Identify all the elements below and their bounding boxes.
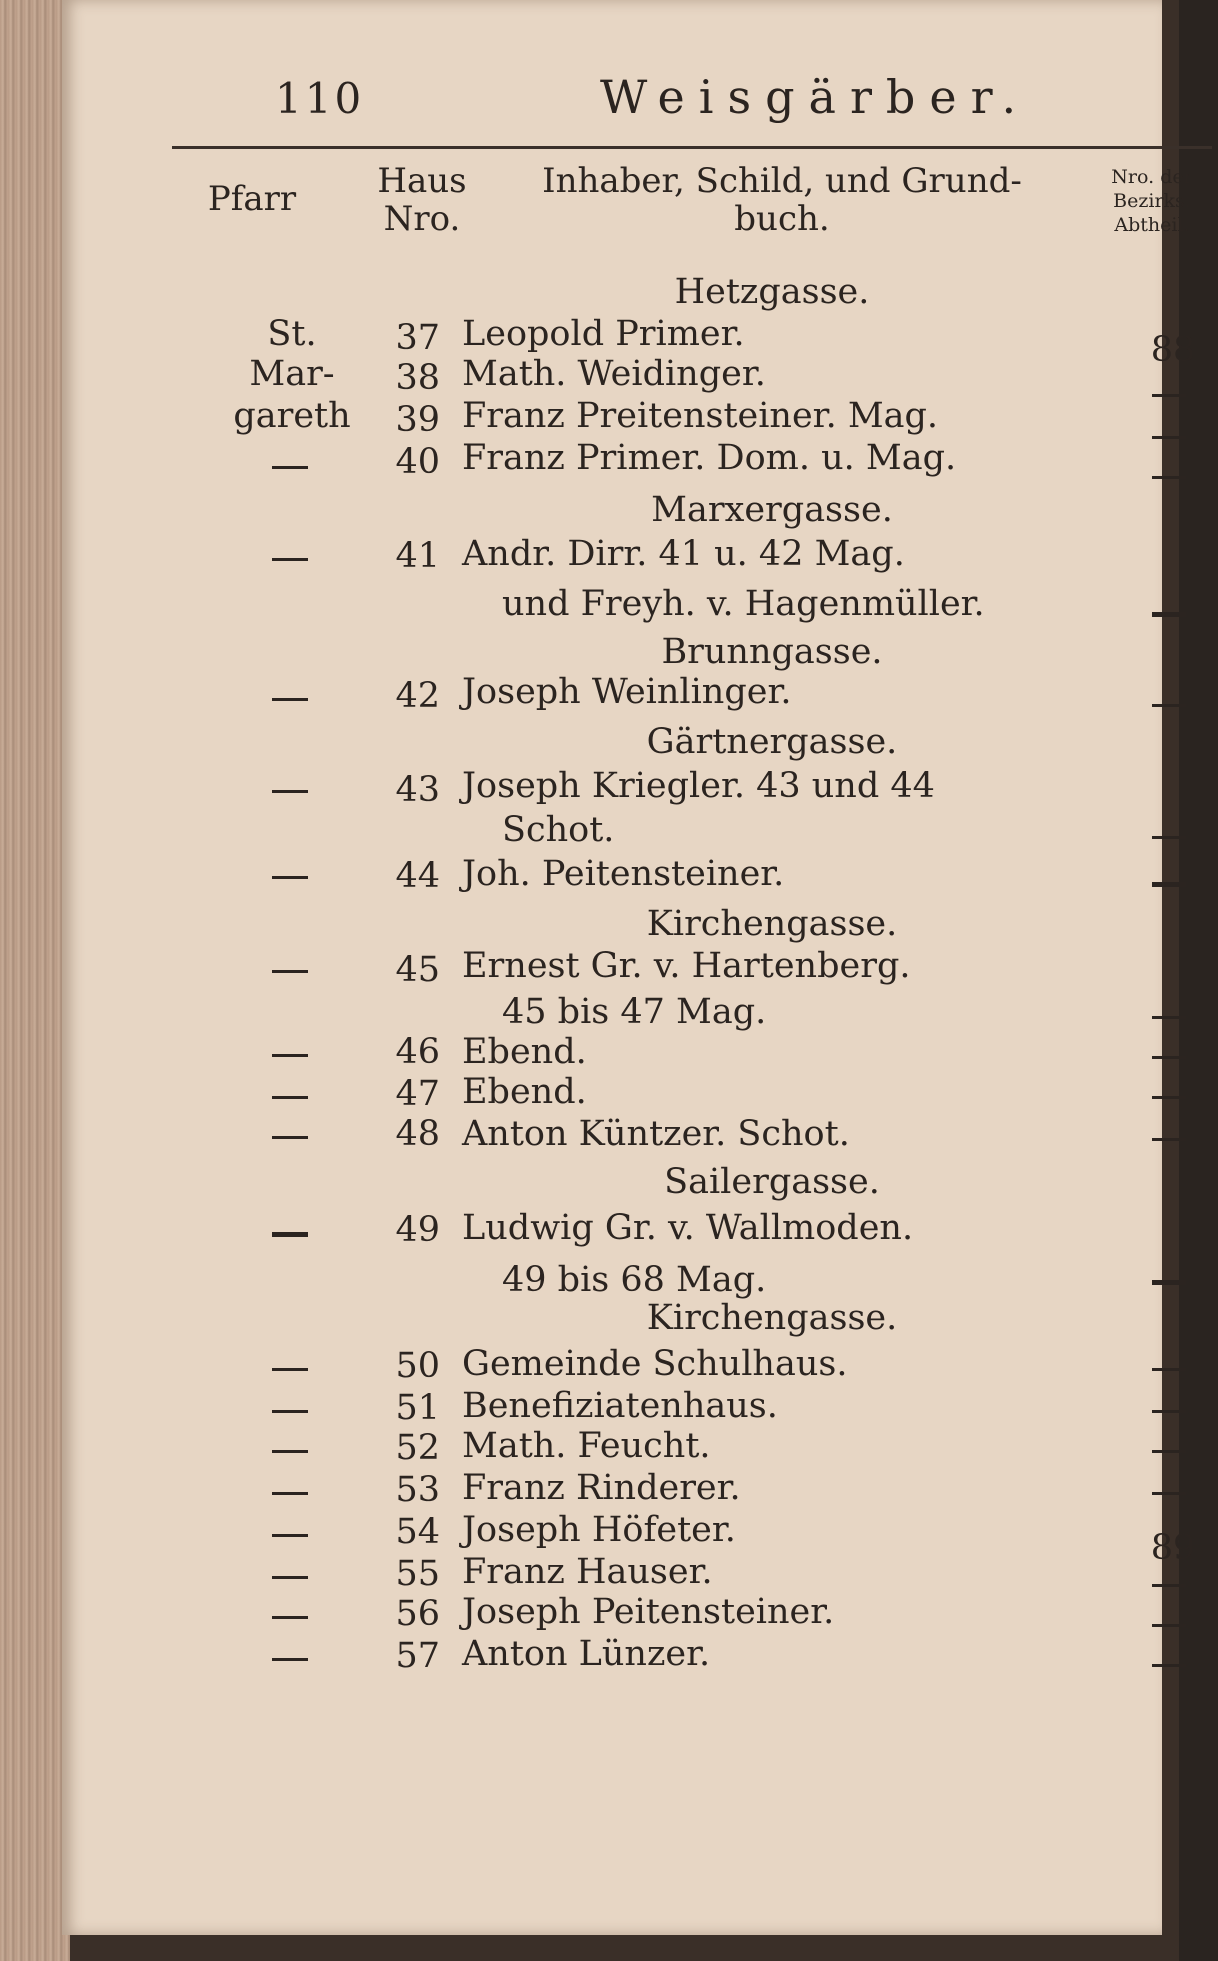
owner-text: Math. Feucht. [462,1426,711,1466]
house-number: 39 [395,400,440,440]
owner-text: Benefiziatenhaus. [462,1386,778,1426]
column-bezirk-line2: Bezirks. [1113,190,1191,212]
owner-text-cont: und Freyh. v. Hagenmüller. [502,584,985,624]
ditto-dash [1152,1138,1186,1141]
owner-text: Joh. Peitensteiner. [462,854,785,894]
house-number: 47 [395,1074,440,1114]
pfarr-value: gareth [233,396,351,436]
column-bezirk [1092,165,1212,237]
ditto-dash [1152,1096,1186,1099]
ditto-dash [1152,1584,1186,1587]
owner-text: Franz Rinderer. [462,1468,741,1508]
owner-text: Ebend. [462,1032,587,1072]
ditto-dash [272,558,308,561]
owner-text: Franz Primer. Dom. u. Mag. [462,438,957,478]
column-pfarr: Pfarr [207,179,297,219]
house-number: 56 [395,1594,440,1634]
house-number: 53 [395,1470,440,1510]
ditto-dash [272,790,308,793]
ditto-dash [272,1136,308,1139]
ditto-dash [272,1232,308,1237]
ditto-dash [1152,1016,1186,1019]
ditto-dash [1152,394,1186,397]
house-number: 49 [395,1210,440,1250]
ditto-dash [272,1368,308,1371]
ditto-dash [272,1616,308,1619]
house-number: 41 [395,536,440,576]
ditto-dash [1152,1450,1186,1453]
ditto-dash [1152,704,1186,707]
house-number: 45 [395,950,440,990]
ditto-dash [1152,612,1186,617]
street-heading: Kirchengasse. [646,1298,898,1338]
ditto-dash [272,1096,308,1099]
ditto-dash [1152,476,1186,479]
ditto-dash [1152,436,1186,439]
pfarr-value: Mar- [249,354,335,394]
ditto-dash [1152,1624,1186,1627]
ditto-dash [1152,1664,1186,1667]
street-heading: Marxergasse. [651,490,893,530]
page-header [180,68,1040,128]
house-number: 42 [395,676,440,716]
street-heading: Hetzgasse. [674,272,870,312]
header-rule [172,146,1212,149]
ditto-dash [272,1410,308,1413]
house-number: 48 [395,1114,440,1154]
owner-text-cont: 45 bis 47 Mag. [502,992,767,1032]
bezirk-value: 88 [1150,330,1196,370]
house-number: 44 [395,856,440,896]
ditto-dash [272,970,308,973]
house-number: 54 [395,1512,440,1552]
house-number: 40 [395,442,440,482]
owner-text: Joseph Weinlinger. [462,672,792,712]
owner-text: Gemeinde Schulhaus. [462,1344,848,1384]
street-heading: Brunngasse. [661,632,883,672]
house-number: 51 [395,1388,440,1428]
owner-text: Math. Weidinger. [462,354,766,394]
street-heading: Sailergasse. [664,1162,880,1202]
ditto-dash [1152,1280,1186,1285]
column-bezirk-line1: Nro. der [1111,166,1193,188]
bezirk-value: 89 [1150,1528,1196,1568]
ditto-dash [1152,1368,1186,1371]
house-number: 43 [395,770,440,810]
street-heading: Kirchengasse. [646,904,898,944]
house-number: 46 [395,1032,440,1072]
owner-text: Joseph Höfeter. [462,1510,736,1550]
ditto-dash [1152,1056,1186,1059]
running-title: Weisgärber. [600,70,1031,124]
column-haus [362,162,482,238]
owner-text: Joseph Kriegler. 43 und 44 [462,766,935,806]
column-inhaber-line2: buch. [734,199,830,239]
owner-text-cont: 49 bis 68 Mag. [502,1260,767,1300]
ditto-dash [1152,1410,1186,1413]
house-number: 55 [395,1554,440,1594]
owner-text: Leopold Primer. [462,314,745,354]
ditto-dash [272,698,308,701]
owner-text: Franz Hauser. [462,1552,713,1592]
page [62,0,1196,1935]
ditto-dash [272,466,308,469]
ditto-dash [1152,836,1186,839]
column-haus-line2: Nro. [383,199,461,239]
ditto-dash [272,1054,308,1057]
house-number: 57 [395,1636,440,1676]
ditto-dash [272,1658,308,1661]
ditto-dash [272,876,308,879]
owner-text: Franz Preitensteiner. Mag. [462,396,939,436]
house-number: 38 [395,358,440,398]
house-number: 52 [395,1428,440,1468]
ditto-dash [272,1450,308,1453]
column-inhaber-line1: Inhaber, Schild, und Grund- [542,161,1022,201]
owner-text: Ebend. [462,1072,587,1112]
column-haus-line1: Haus [377,161,467,201]
column-inhaber [502,162,1062,238]
ditto-dash [272,1576,308,1579]
page-number: 110 [275,74,365,123]
owner-text: Ludwig Gr. v. Wallmoden. [462,1208,914,1248]
ditto-dash [272,1492,308,1495]
owner-text: Anton Küntzer. Schot. [462,1114,850,1154]
ditto-dash [272,1534,308,1537]
owner-text: Ernest Gr. v. Hartenberg. [462,946,911,986]
owner-text: Andr. Dirr. 41 u. 42 Mag. [462,534,905,574]
owner-text: Anton Lünzer. [462,1634,711,1674]
owner-text: Joseph Peitensteiner. [462,1592,835,1632]
ditto-dash [1152,1492,1186,1495]
page-edge [0,0,70,1961]
house-number: 50 [395,1346,440,1386]
owner-text-cont: Schot. [502,810,615,850]
street-heading: Gärtnergasse. [646,722,898,762]
ditto-dash [1152,882,1186,887]
pfarr-value: St. [267,314,317,354]
column-bezirk-line3: Abtheil. [1114,214,1190,236]
house-number: 37 [395,318,440,358]
